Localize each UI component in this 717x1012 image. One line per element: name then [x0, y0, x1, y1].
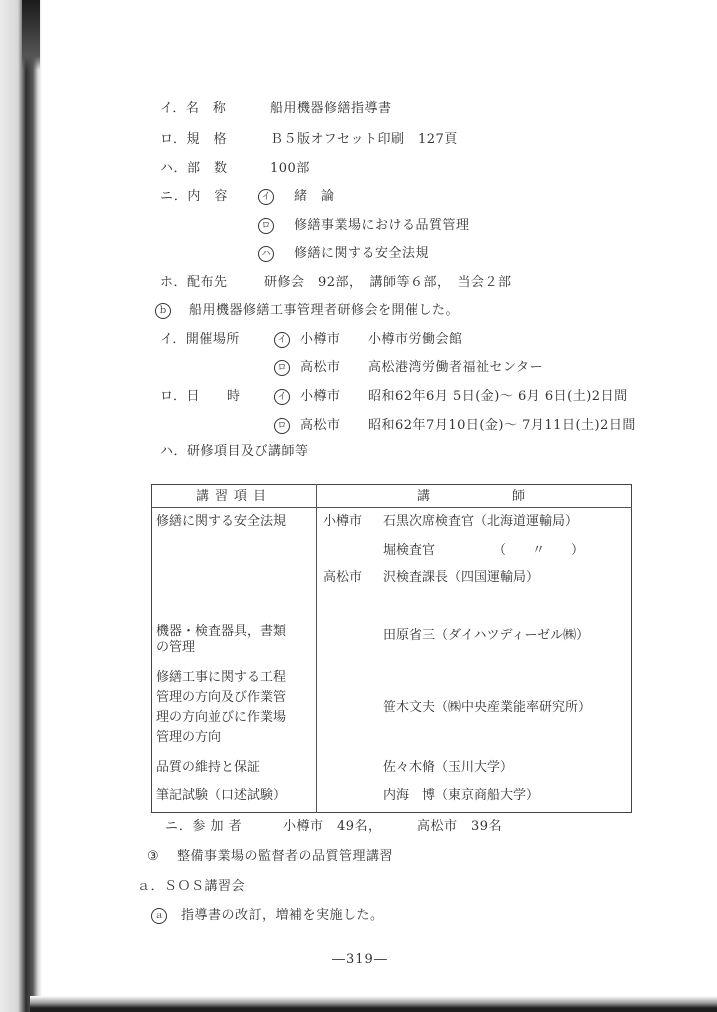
header-lecturer: 講 師	[317, 485, 632, 508]
page-number: ―319―	[332, 952, 388, 967]
value-spec: Ｂ５版オフセット印刷 127頁	[270, 132, 458, 147]
label-spec: ロ．規 格	[160, 132, 227, 147]
topics-column	[152, 508, 317, 813]
lecturer-city: 小樽市	[323, 514, 363, 529]
table-row-topic: 修繕に関する安全法規	[156, 514, 287, 529]
contents-item-2: 修繕事業場における品質管理	[294, 218, 470, 233]
venue-city-2: 高松市	[300, 360, 341, 375]
venue-place-2: 高松港湾労働者福祉センター	[368, 360, 543, 375]
value-name: 船用機器修繕指導書	[270, 101, 392, 116]
table-row-topic: 管理の方向及び作業管	[156, 690, 287, 705]
lecturer-affiliation: （ 〃 ）	[493, 543, 585, 558]
participants-otaru: 小樽市 49名，	[283, 819, 382, 834]
date-city-1: 小樽市	[300, 389, 341, 404]
date-value-1: 昭和62年6月 5日(金)～ 6月 6日(土)2日間	[368, 389, 628, 404]
circled-a-mark: ａ	[151, 908, 167, 924]
seminar-title: 船用機器修繕工事管理者研修会を開催した。	[189, 303, 460, 318]
venue-place-1: 小樽市労働会館	[368, 332, 463, 347]
venue-city-1: 小樽市	[300, 332, 341, 347]
lecturer-city: 高松市	[323, 570, 363, 585]
contents-item-1: 緒 論	[294, 189, 335, 204]
table-row-topic: 品質の維持と保証	[156, 760, 261, 775]
circled-ro-mark: ロ	[274, 418, 290, 434]
label-date: ロ．日 時	[160, 389, 241, 404]
lecturer-name: 石黒次席検査官（北海道運輸局）	[383, 514, 579, 529]
table-row-topic: 理の方向並びに作業場	[156, 710, 287, 725]
label-name: イ．名 称	[160, 101, 227, 116]
table-row-topic: 修繕工事に関する工程	[156, 670, 287, 685]
date-city-2: 高松市	[300, 418, 341, 433]
header-topic: 講習項目	[152, 485, 317, 508]
label-venue: イ．開催場所	[160, 332, 240, 347]
page-bottom-edge	[30, 996, 717, 1012]
contents-item-3: 修繕に関する安全法規	[294, 246, 430, 261]
participants-takamatsu: 高松市 39名	[417, 819, 503, 834]
lecturer-name: 内海 博（東京商船大学）	[383, 788, 540, 803]
lecturer-name: 佐々木脩（玉川大学）	[383, 760, 514, 775]
circled-i-mark: イ	[274, 389, 290, 405]
guide-revision-text: 指導書の改訂，増補を実施した。	[181, 908, 384, 923]
label-distribution: ホ．配布先	[160, 275, 228, 290]
value-distribution: 研修会 92部， 講師等６部， 当会２部	[264, 275, 512, 290]
lecturer-name: 笹木文夫（㈱中央産業能率研究所）	[383, 700, 592, 715]
section-3-title: 整備事業場の監督者の品質管理講習	[177, 849, 394, 864]
lecturer-name: 堀検査官	[383, 543, 436, 558]
lecturers-column	[317, 508, 632, 813]
table-row-topic: 管理の方向	[156, 730, 222, 745]
lecture-table	[151, 484, 632, 813]
circled-ro-mark: ロ	[258, 218, 274, 234]
lecturer-name: 沢検査課長（四国運輸局）	[383, 570, 540, 585]
table-row-topic: 機器・検査器具，書類	[156, 624, 287, 639]
circled-ro-mark: ロ	[274, 360, 290, 376]
label-participants: ニ．参 加 者	[165, 819, 243, 834]
lecturer-name: 田原省三（ダイハツディーゼル㈱）	[383, 628, 590, 643]
circled-b-mark: ｂ	[155, 303, 171, 319]
table-body-row	[152, 508, 632, 813]
spine-dark-edge	[22, 0, 40, 70]
book-spine-shadow	[0, 0, 42, 1012]
table-row-topic: の管理	[156, 640, 196, 655]
line-sos-course: ａ．ＳＯＳ講習会	[137, 879, 246, 894]
table-header-row	[152, 485, 632, 508]
label-copies: ハ．部 数	[160, 161, 228, 176]
circled-3-mark: ③	[147, 849, 160, 864]
circled-i-mark: イ	[274, 332, 290, 348]
circled-i-mark: イ	[258, 189, 274, 205]
line-topics-heading: ハ．研修項目及び講師等	[160, 444, 309, 459]
value-copies: 100部	[270, 161, 310, 176]
circled-ha-mark: ハ	[258, 246, 274, 262]
date-value-2: 昭和62年7月10日(金)～ 7月11日(土)2日間	[368, 418, 636, 433]
table-row-topic: 筆記試験（口述試験）	[156, 788, 287, 803]
label-contents: ニ．内 容	[160, 189, 228, 204]
